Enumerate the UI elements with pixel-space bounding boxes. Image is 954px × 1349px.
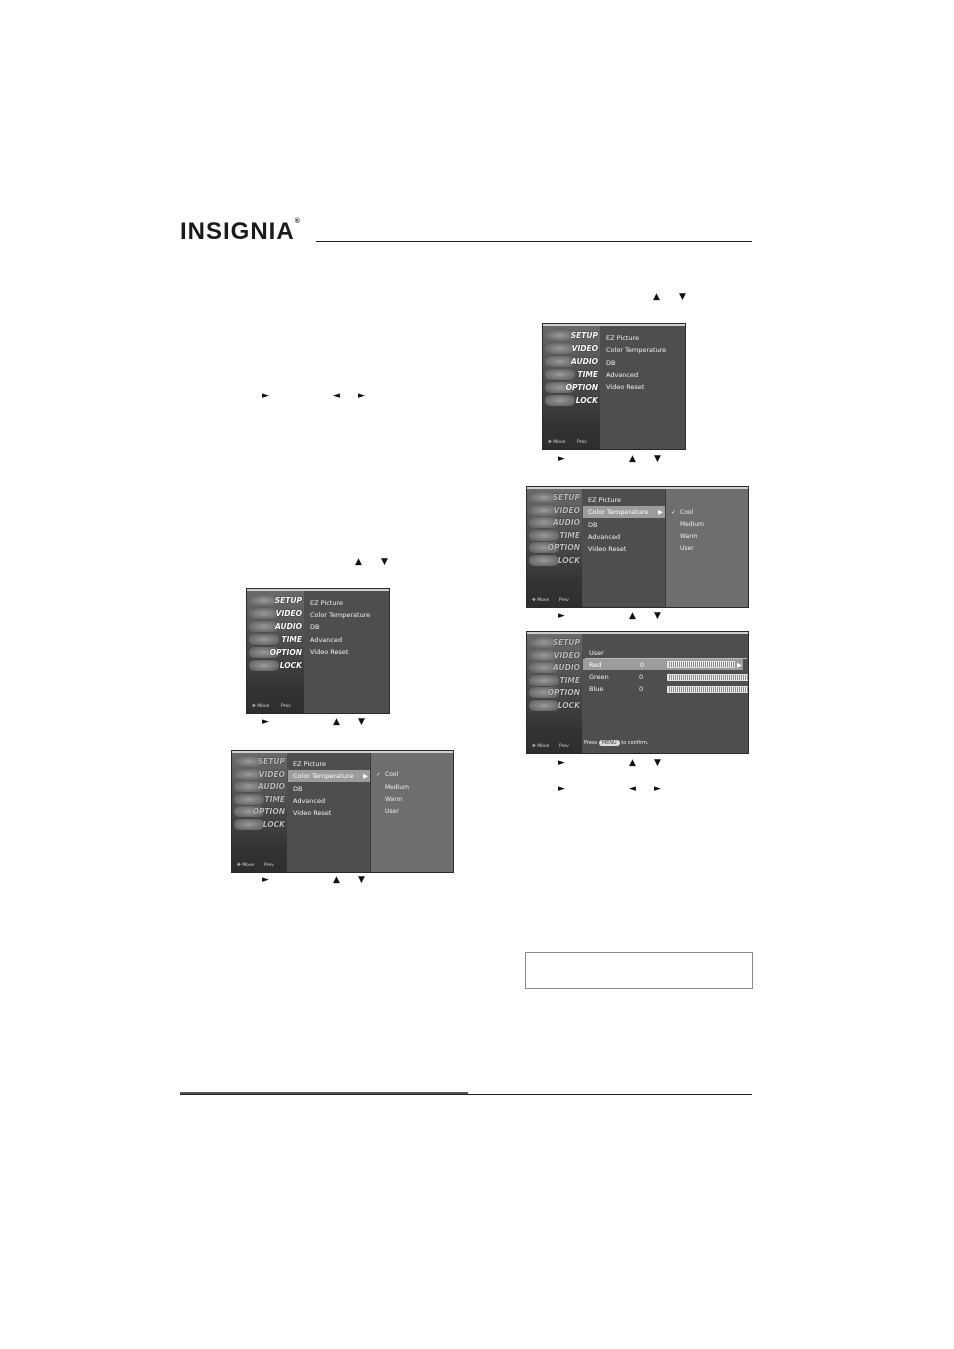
category-audio: AUDIO <box>553 518 580 527</box>
color-temperature-menu-screenshot <box>526 486 749 608</box>
menu-item-color-temperature-selected: Color Temperature ▶ <box>288 770 374 782</box>
up-arrow-icon: ▲ <box>333 875 340 885</box>
video-menu-screenshot <box>246 588 390 714</box>
category-lock: LOCK <box>279 661 302 670</box>
submenu-item-user: User <box>385 808 399 815</box>
category-time: TIME <box>559 676 580 685</box>
color-temperature-submenu <box>665 489 748 607</box>
check-icon: ✓ <box>671 509 677 516</box>
left-arrow-icon: ◄ <box>629 784 636 794</box>
menu-item-db: DB <box>606 359 616 367</box>
category-video: VIDEO <box>275 609 302 618</box>
menu-category-sidebar <box>527 489 582 607</box>
category-option: OPTION <box>269 648 302 657</box>
menu-item-db: DB <box>588 521 598 529</box>
menu-item-video-reset: Video Reset <box>293 809 332 817</box>
category-audio: AUDIO <box>275 622 302 631</box>
submenu-item-user: User <box>680 545 694 552</box>
category-time: TIME <box>264 795 285 804</box>
brand-name: INSIGNIA <box>180 218 295 245</box>
submenu-item-medium: Medium <box>680 521 704 528</box>
menu-item-advanced: Advanced <box>606 371 639 379</box>
footer-rule <box>180 1094 752 1095</box>
up-arrow-icon: ▲ <box>629 454 636 464</box>
blue-slider <box>667 686 749 693</box>
category-option: OPTION <box>547 543 580 552</box>
menu-item-ez-picture: EZ Picture <box>606 334 639 342</box>
note-box <box>525 952 753 989</box>
up-arrow-icon: ▲ <box>653 292 660 302</box>
menu-item-db: DB <box>293 785 303 793</box>
down-arrow-icon: ▼ <box>654 454 661 464</box>
confirm-hint: Press MENU to confirm. <box>584 740 649 746</box>
category-video: VIDEO <box>258 770 285 779</box>
submenu-item-warm: Warm <box>680 533 698 540</box>
menu-item-db: DB <box>310 623 320 631</box>
footer-prev: Prev <box>559 598 569 603</box>
footer-move: ✥ Move <box>532 598 550 603</box>
right-arrow-icon: ► <box>558 454 565 464</box>
footer-prev: Prev <box>281 704 291 709</box>
video-menu-screenshot <box>542 323 686 450</box>
category-setup: SETUP <box>552 493 580 502</box>
user-row-green-value: 0 <box>639 673 644 681</box>
menu-item-color-temperature: Color Temperature <box>310 611 371 619</box>
menu-key-badge: MENU <box>599 740 620 746</box>
category-video: VIDEO <box>553 506 580 515</box>
footer-rule-accent <box>180 1092 468 1094</box>
category-setup: SETUP <box>274 596 302 605</box>
footer-prev: Prev <box>559 744 569 749</box>
menu-item-color-temperature: Color Temperature <box>606 346 667 354</box>
check-icon: ✓ <box>376 771 382 778</box>
menu-category-sidebar <box>232 753 287 872</box>
footer-move: ✥ Move <box>548 440 566 445</box>
right-arrow-icon: ► <box>262 875 269 885</box>
category-audio: AUDIO <box>553 663 580 672</box>
submenu-item-warm: Warm <box>385 796 403 803</box>
category-setup: SETUP <box>552 638 580 647</box>
menu-item-ez-picture: EZ Picture <box>293 760 326 768</box>
down-arrow-icon: ▼ <box>654 611 661 621</box>
category-lock: LOCK <box>575 396 598 405</box>
menu-item-ez-picture: EZ Picture <box>310 599 343 607</box>
category-time: TIME <box>559 531 580 540</box>
user-row-blue-value: 0 <box>639 685 644 693</box>
menu-item-ez-picture: EZ Picture <box>588 496 621 504</box>
menu-category-sidebar <box>247 591 304 713</box>
up-arrow-icon: ▲ <box>355 557 362 567</box>
up-arrow-icon: ▲ <box>629 758 636 768</box>
category-option: OPTION <box>547 688 580 697</box>
submenu-item-medium: Medium <box>385 784 409 791</box>
category-time: TIME <box>281 635 302 644</box>
footer-move: ✥ Move <box>532 744 550 749</box>
category-audio: AUDIO <box>571 357 598 366</box>
header-rule <box>316 241 752 242</box>
category-option: OPTION <box>252 807 285 816</box>
submenu-arrow-icon: ▶ <box>363 772 368 780</box>
right-arrow-icon: ► <box>262 391 269 401</box>
category-lock: LOCK <box>557 556 580 565</box>
right-arrow-icon: ► <box>358 391 365 401</box>
user-color-menu-screenshot <box>526 631 749 754</box>
right-arrow-icon: ► <box>558 758 565 768</box>
category-lock: LOCK <box>262 820 285 829</box>
user-row-blue-label: Blue <box>589 685 604 693</box>
down-arrow-icon: ▼ <box>679 292 686 302</box>
red-slider <box>667 661 735 668</box>
menu-category-sidebar <box>543 326 600 449</box>
user-row-red-label: Red <box>589 661 602 669</box>
submenu-item-cool: Cool <box>385 771 399 778</box>
category-audio: AUDIO <box>258 782 285 791</box>
up-arrow-icon: ▲ <box>629 611 636 621</box>
insignia-logo <box>180 218 301 246</box>
user-panel-title: User <box>585 648 747 659</box>
category-setup: SETUP <box>257 757 285 766</box>
color-temperature-menu-screenshot <box>231 750 454 873</box>
down-arrow-icon: ▼ <box>381 557 388 567</box>
category-time: TIME <box>577 370 598 379</box>
green-slider <box>667 674 749 681</box>
right-arrow-icon: ► <box>262 717 269 727</box>
footer-prev: Prev <box>577 440 587 445</box>
registered-mark: ® <box>294 218 301 225</box>
category-setup: SETUP <box>570 331 598 340</box>
user-row-red-value: 0 <box>640 661 645 669</box>
footer-move: ✥ Move <box>252 704 270 709</box>
down-arrow-icon: ▼ <box>654 758 661 768</box>
submenu-arrow-icon: ▶ <box>737 661 742 669</box>
category-video: VIDEO <box>571 344 598 353</box>
user-row-green-label: Green <box>589 673 609 681</box>
down-arrow-icon: ▼ <box>358 717 365 727</box>
down-arrow-icon: ▼ <box>358 875 365 885</box>
menu-item-color-temperature-selected: Color Temperature ▶ <box>583 506 669 518</box>
right-arrow-icon: ► <box>558 611 565 621</box>
category-option: OPTION <box>565 383 598 392</box>
menu-item-video-reset: Video Reset <box>588 545 627 553</box>
submenu-arrow-icon: ▶ <box>658 508 663 516</box>
right-arrow-icon: ► <box>654 784 661 794</box>
footer-move: ✥ Move <box>237 863 255 868</box>
menu-item-video-reset: Video Reset <box>606 383 645 391</box>
category-video: VIDEO <box>553 651 580 660</box>
menu-item-video-reset: Video Reset <box>310 648 349 656</box>
up-arrow-icon: ▲ <box>333 717 340 727</box>
menu-item-advanced: Advanced <box>588 533 621 541</box>
submenu-item-cool: Cool <box>680 509 694 516</box>
menu-item-advanced: Advanced <box>310 636 343 644</box>
menu-item-advanced: Advanced <box>293 797 326 805</box>
footer-prev: Prev <box>264 863 274 868</box>
right-arrow-icon: ► <box>558 784 565 794</box>
color-temperature-submenu <box>370 753 453 872</box>
menu-category-sidebar <box>527 634 582 753</box>
category-lock: LOCK <box>557 701 580 710</box>
left-arrow-icon: ◄ <box>333 391 340 401</box>
